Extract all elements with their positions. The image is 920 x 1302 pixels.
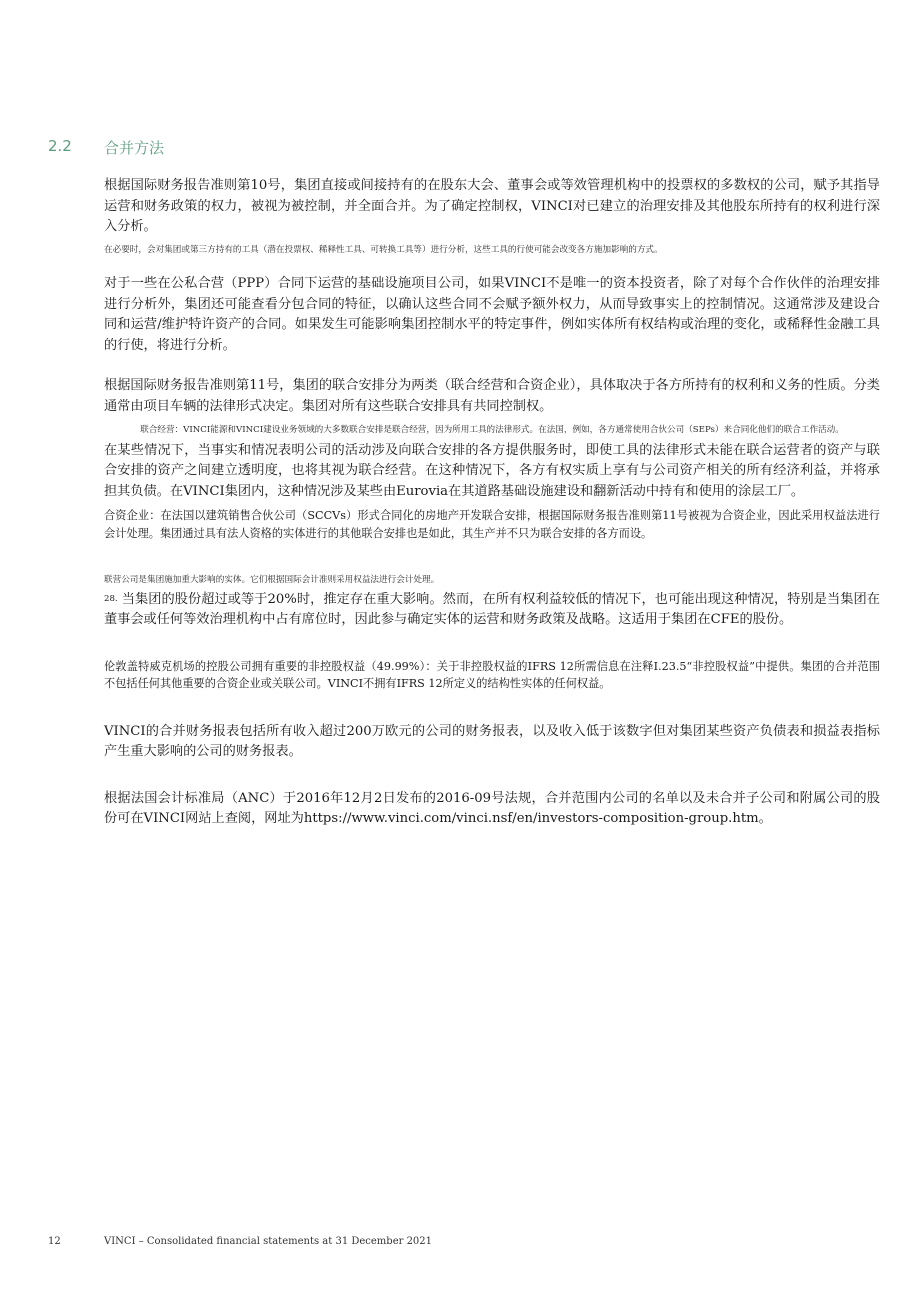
note-associates: 联营公司是集团施加重大影响的实体。它们根据国际会计准则采用权益法进行会计处理。 <box>104 575 440 585</box>
note-potential-voting-rights: 在必要时，会对集团或第三方持有的工具（潜在投票权、稀释性工具、可转换工具等）进行分析，这些工具的行使可能会改变各方施加影响的方式。 <box>104 244 663 255</box>
paragraph-gatwick: 伦敦盖特威克机场的控股公司拥有重要的非控股权益（49.99%）：关于非控股权益的IFRS 12所需信息在注释I.23.5“非控股权益”中提供。集团的合并范围不包括任何其他重要的合资企业或关联公司。VINCI不拥有IFRS 12所定义的结构性实体的任何权益。 <box>104 659 880 690</box>
section-heading <box>48 137 164 158</box>
paragraph-ifrs10: 根据国际财务报告准则第10号，集团直接或间接持有的在股东大会、董事会或等效管理机构中的投票权的多数权的公司，赋予其指导运营和财务政策的权力，被视为被控制，并全面合并。为了确定控制权，VINCI对已建立的治理安排及其他股东所持有的权利进行深入分析。 <box>104 178 880 234</box>
section-title: 合并方法 <box>104 139 165 157</box>
paragraph-anc-regulation: 根据法国会计标准局（ANC）于2016年12月2日发布的2016-09号法规，合并范围内公司的名单以及未合并子公司和附属公司的股份可在VINCI网站上查阅，网址为https://www.vinci.com/vinci.nsf/en/investors-composition-group.htm。 <box>104 790 880 826</box>
page-number: 12 <box>48 1236 61 1247</box>
document-title: VINCI – Consolidated financial statements at 31 December 2021 <box>104 1236 433 1247</box>
paragraph-ppp: 对于一些在公私合营（PPP）合同下运营的基础设施项目公司，如果VINCI不是唯一的资本投资者，除了对每个合作伙伴的治理安排进行分析外，集团还可能查看分包合同的特征，以确认这些合同不会赋予额外权力，从而导致事实上的控制情况。这通常涉及建设合同和运营/维护特许资产的合同。如果发生可能影响集团控制水平的特定事件，例如实体所有权结构或治理的变化，或稀释性金融工具的行使，将进行分析。 <box>104 276 880 353</box>
section-number: 2.2 <box>48 137 72 155</box>
paragraph-joint-ventures: 合资企业：在法国以建筑销售合伙公司（SCCVs）形式合同化的房地产开发联合安排，根据国际财务报告准则第11号被视为合资企业，因此采用权益法进行会计处理。集团通过具有法人资格的实体进行的其他联合安排也是如此，其生产并不只为联合安排的各方而设。 <box>104 509 880 540</box>
paragraph-significant-influence-text: 当集团的股份超过或等于20%时，推定存在重大影响。然而，在所有权利益较低的情况下，也可能出现这种情况，特别是当集团在董事会或任何等效治理机构中占有席位时，因此参与确定实体的运营和财务政策及战略。这适用于集团在CFE的股份。 <box>104 591 880 627</box>
page-footer <box>48 1236 432 1247</box>
main-content <box>104 176 880 830</box>
paragraph-consolidation-scope: VINCI的合并财务报表包括所有收入超过200万欧元的公司的财务报表，以及收入低于该数字但对集团某些资产负债表和损益表指标产生重大影响的公司的财务报表。 <box>104 723 880 759</box>
paragraph-ifrs11: 根据国际财务报告准则第11号，集团的联合安排分为两类（联合经营和合资企业），具体取决于各方所持有的权利和义务的性质。分类通常由项目车辆的法律形式决定。集团对所有这些联合安排具有共同控制权。 <box>104 378 880 414</box>
footnote-number: 28. <box>104 593 118 604</box>
paragraph-joint-operation-cases: 在某些情况下，当事实和情况表明公司的活动涉及向联合安排的各方提供服务时，即使工具的法律形式未能在联合运营者的资产与联合安排的资产之间建立透明度，也将其视为联合经营。在这种情况下，各方有权实质上享有与公司资产相关的所有经济利益，并将承担其负债。在VINCI集团内，这种情况涉及某些由Eurovia在其道路基础设施建设和翻新活动中持有和使用的涂层工厂。 <box>104 442 880 499</box>
note-joint-operations: 联合经营：VINCI能源和VINCI建设业务领域的大多数联合安排是联合经营，因为所用工具的法律形式。在法国，例如，各方通常使用合伙公司（SEPs）来合同化他们的联合工作活动。 <box>140 425 844 435</box>
paragraph-significant-influence <box>104 589 880 631</box>
